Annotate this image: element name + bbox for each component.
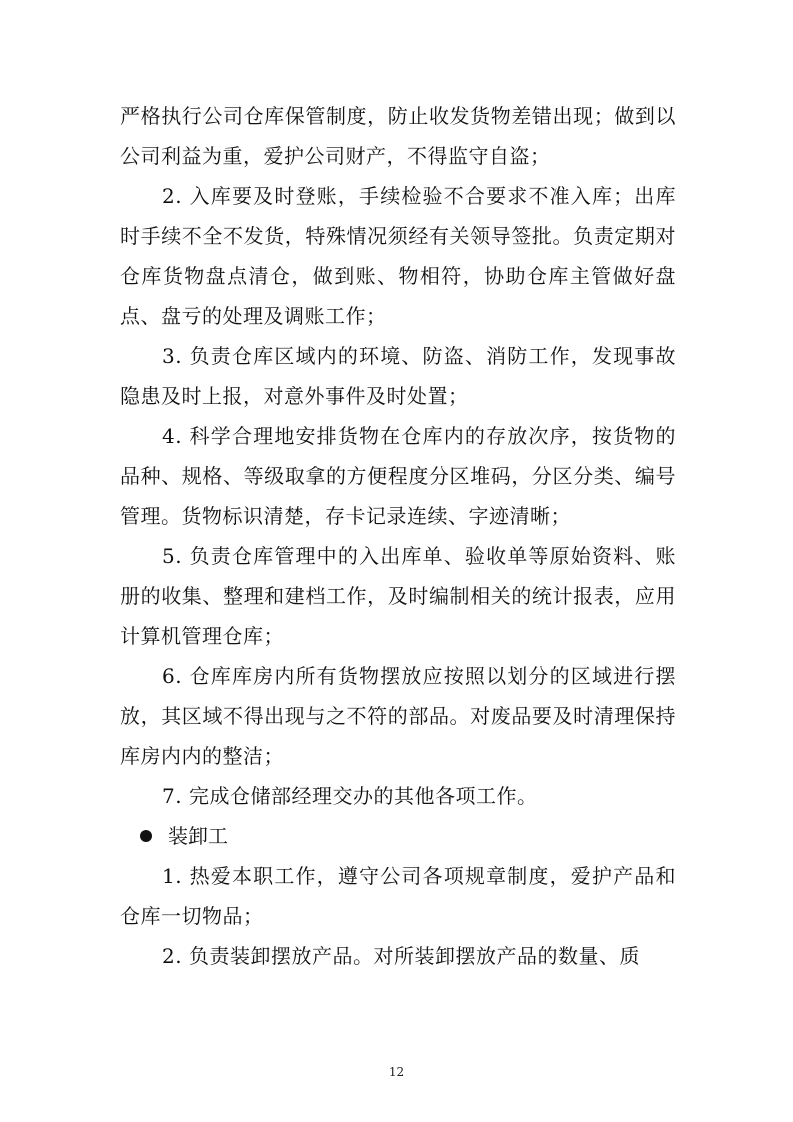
paragraph: 严格执行公司仓库保管制度，防止收发货物差错出现；做到以公司利益为重，爱护公司财产，不得监守自盗；	[120, 104, 676, 168]
paragraph: 6. 仓库库房内所有货物摆放应按照以划分的区域进行摆放，其区域不得出现与之不符的部品。对废品要及时清理保持库房内内的整洁；	[120, 664, 676, 768]
paragraph: 7. 完成仓储部经理交办的其他各项工作。	[162, 784, 538, 808]
paragraph: 4. 科学合理地安排货物在仓库内的存放次序，按货物的品种、规格、等级取拿的方便程度分区堆码，分区分类、编号管理。货物标识清楚，存卡记录连续、字迹清晰；	[120, 424, 676, 528]
document-body	[120, 96, 676, 976]
paragraph: 2. 负责装卸摆放产品。对所装卸摆放产品的数量、质	[162, 944, 640, 968]
section-heading-label: 装卸工	[168, 824, 228, 848]
page-number: 12	[388, 1065, 405, 1079]
paragraph: 5. 负责仓库管理中的入出库单、验收单等原始资料、账册的收集、整理和建档工作，及时编制相关的统计报表，应用计算机管理仓库；	[120, 544, 676, 648]
bullet-dot-icon	[140, 830, 152, 842]
paragraph: 1. 热爱本职工作，遵守公司各项规章制度，爱护产品和仓库一切物品；	[120, 864, 676, 928]
loader-duties	[120, 856, 676, 976]
paragraph: 2. 入库要及时登账，手续检验不合要求不准入库；出库时手续不全不发货，特殊情况须经有关领导签批。负责定期对仓库货物盘点清仓，做到账、物相符，协助仓库主管做好盘点、盘亏的处理及调账工作；	[120, 184, 676, 328]
warehouse-keeper-duties	[120, 96, 676, 816]
section-heading	[120, 816, 676, 856]
paragraph: 3. 负责仓库区域内的环境、防盗、消防工作，发现事故隐患及时上报，对意外事件及时处置；	[120, 344, 676, 408]
